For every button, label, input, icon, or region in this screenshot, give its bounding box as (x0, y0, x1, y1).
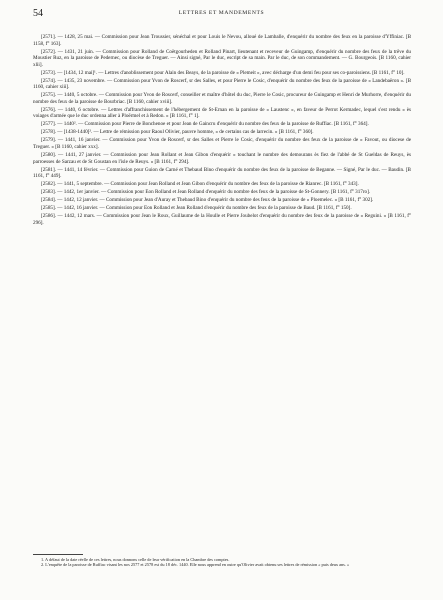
entry-2574: [2574]. — 1435, 23 novembre. — Commission pour Yvon de Roscerf, sr des Salles, et pour Pierre le Cosic, d'enquérir du nombre des feux de la paroisse de « Landebaëron ». [B 1160, cahier xiii]. (33, 77, 411, 91)
entry-2582: [2582]. — 1441, 5 septembre. — Commission pour Jean Rolland et Jean Gibon d'enquérir du nombre des feux de la paroisse de Rianrec. [B 1161, f° 343]. (41, 181, 359, 188)
entry-2583: [2583]. — 1442, 1er janvier. — Commission pour Eon Rolland et Jean Rolland d'enquérir du nombre des feux de la paroisse de St-Gonnery. [B 1161, f° 317ro]. (41, 189, 371, 196)
entry-2571: [2571]. — 1428, 25 mai. — Commission pour Jean Troussier, sénéchal et pour Louis le Nevou, alloué de Lamballe, d'enquérir du nombre des feux en la paroisse d'Yffiniac. [B 1158, f° 163]. (33, 34, 411, 47)
footnotes (33, 554, 411, 568)
entry-2575: [2575]. — 1440, 5 octobre. — Commission pour Yvon de Roscerf, conseiller et maître d'hôtel du duc, Pierre le Cosic, procureur de Guingamp et Henri de Murhorre, d'enquérir du nombre des feux de la paroisse de Bourbriac. [B 1160, cahier xviii]. (33, 92, 411, 105)
entry-2573: [2573]. — [1434, 12 mai]¹. — Lettres d'anoblissement pour Alain des Beays, de la paroisse de « Plemeit », avec décharge d'un demi feu pour ses co-paroissiens. [B 1161, f° 10]. (41, 69, 405, 76)
entry-2576: [2576]. — 1440, 6 octobre. — Lettres d'affranchissement de l'hébergement de St-Ernan en la paroisse de « Laustenc », en faveur de Perrot Kermadec, lequel s'est rendu « ès voiages d'armée que le duc ordenna aller à Ploërmel et à Redon. » [B 1161, f° 1]. (33, 106, 411, 120)
page-number: 54 (33, 8, 43, 19)
footnote-2: 2. L'enquête de la paroisse de Ruffiac visant les nos 2577 et 2578 est du 18 déc. 1440. Elle nous apprend en outre qu'Olivier avait obtenu ses lettres de rémission « puis deux ans. » (41, 562, 350, 568)
footnote-1: 1. A défaut de la date réelle de ces lettres, nous donnons celle de leur vérification en la Chambre des comptes. (41, 557, 230, 562)
entry-2579: [2579]. — 1441, 16 janvier. — Commission pour Yvon de Roscerf, sr des Salles et Pierre le Cosic, d'enquérir du nombre des feux de la paroisse de « Favout, ou diocese de Treguer. » [B 1160, cahier xxx]. (33, 137, 411, 151)
entry-2585: [2585]. — 1442, 16 janvier. — Commission pour Eon Rolland et Jean Rolland d'enquérir du nombre des feux de la paroisse de Baud. [B 1161, f° 150]. (41, 205, 352, 212)
footnote-separator (33, 554, 83, 555)
entry-2581: [2581]. — 1441, 14 février. — Commission pour Guion de Carné et Thebaud Bino d'enquérir du nombre des feux de la paroisse de Beganne. — Signé, Par le duc. — Baudin. [B 1161, f° 449]. (33, 166, 411, 180)
running-head: LETTRES ET MANDEMENTS (178, 10, 265, 16)
entry-2572: [2572]. — 1431, 21 juin. — Commission pour Rolland de Coëtgourheden et Rolland Pinart, lieutenant et receveur de Guingamp, d'enquérir du nombre des feux de la trêve du Moustier Ruz, en la paroisse de Pedernec, ou diocèse de Treguer. — Ainsi signé, Par le duc, escript de sa main. Par le duc, de son commandement. — G. Bourgeois. [B 1160, cahier xlii]. (33, 48, 411, 68)
entry-2580: [2580]. — 1441, 27 janvier. — Commission pour Jean Rollant et Jean Gibon d'enquérir « touchant le numbre des demourans ès fiez de l'abbé de St Gueldas de Reuys, ès parroesses de Sarzau et de St Goustan en l'isle de Reuys. » [B 1161, f° 294]. (33, 152, 411, 165)
entry-2586: [2586]. — 1442, 12 mars. — Commission pour Jean le Roux, Guillaume de la Houlle et Pierre Joubelot d'enquérir du nombre des feux de la paroisse de « Reguini. » [B 1161, f° 296]. (33, 213, 411, 226)
page-header (33, 8, 410, 22)
entries-list (33, 34, 411, 228)
entry-2578: [2578]. — [1438-1440]². — Lettre de rémission pour Raoul Olivier, pauvre homme, « de certains cas de larrecin. » [B 1161, f° 360]. (41, 129, 314, 136)
entry-2584: [2584]. — 1442, 12 janvier. — Commission pour Jean d'Auray et Thebaud Bino d'enquérir du nombre des feux de la paroisse de « Ploemelec. » [B 1161, f° 302]. (41, 197, 374, 204)
entry-2577: [2577]. — 1440². — Commission pour Pierre de Bonchenoe et pour Jean de Gaincru d'enquérir du nombre des feux de la paroisse de Ruffiac. [B 1161, f° 364]. (41, 121, 369, 128)
